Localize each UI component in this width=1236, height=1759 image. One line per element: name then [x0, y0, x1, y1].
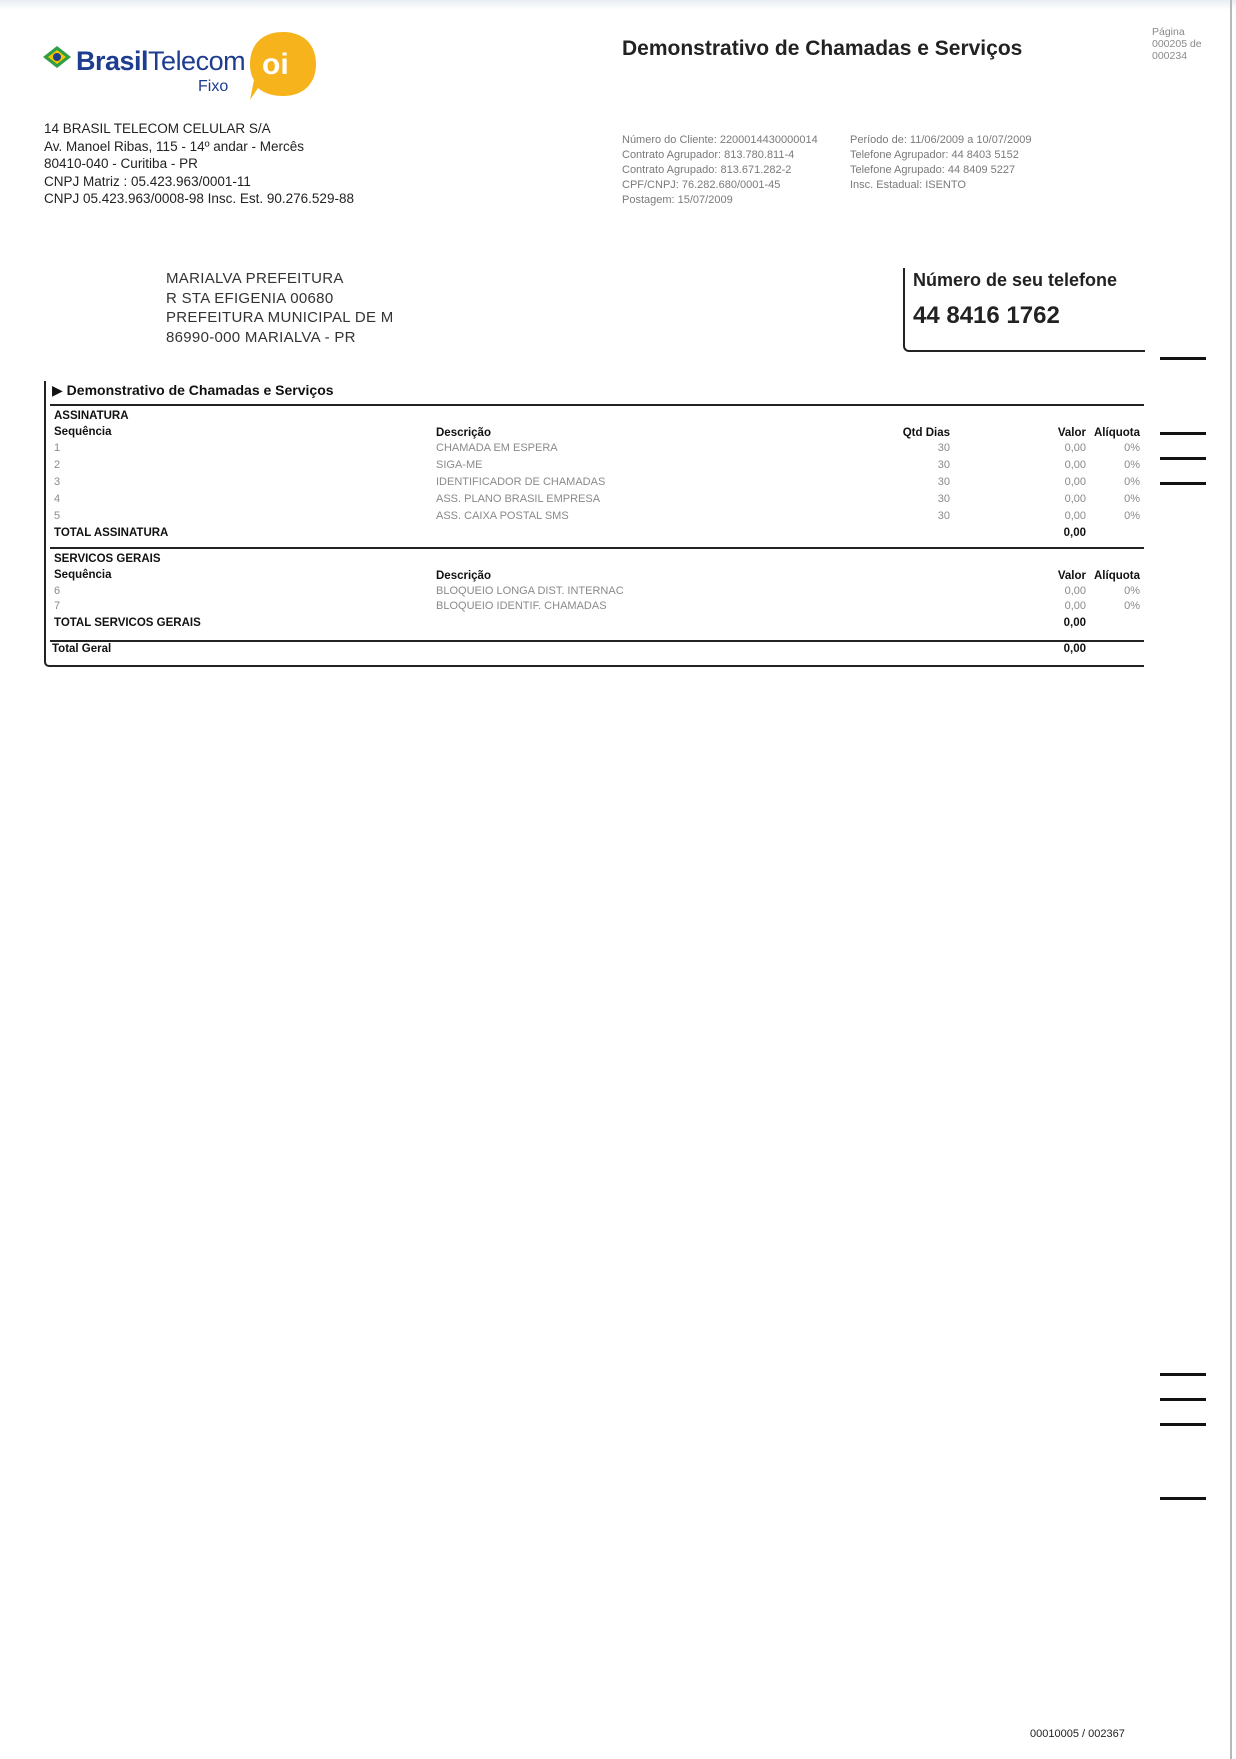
- client-info-right: [850, 133, 1031, 193]
- total-assinatura-row: [46, 527, 1144, 543]
- table-row: [46, 459, 1144, 475]
- cell-valor: 0,00: [1064, 493, 1086, 505]
- client-info-line: Insc. Estadual: ISENTO: [850, 179, 966, 191]
- divider: [50, 404, 1144, 406]
- servicos-section-label: SERVICOS GERAIS: [54, 553, 161, 565]
- recipient-line: MARIALVA PREFEITURA: [166, 270, 344, 287]
- company-line: 14 BRASIL TELECOM CELULAR S/A: [44, 121, 271, 136]
- recipient-line: PREFEITURA MUNICIPAL DE M: [166, 309, 394, 326]
- brasil-telecom-icon: [40, 44, 74, 70]
- company-line: CNPJ Matriz : 05.423.963/0001-11: [44, 173, 251, 189]
- cell-seq: 5: [54, 510, 61, 522]
- col-header-seq: Sequência: [54, 569, 112, 581]
- statement-section: [44, 381, 1144, 667]
- table-row: [46, 442, 1144, 458]
- cell-valor: 0,00: [1064, 600, 1086, 612]
- margin-mark: [1160, 482, 1206, 485]
- phone-number-box: [903, 268, 1145, 352]
- cell-desc: SIGA-ME: [436, 459, 483, 471]
- client-info-line: Telefone Agrupado: 44 8409 5227: [850, 164, 1016, 176]
- grand-total-row: [46, 643, 1144, 659]
- margin-mark: [1160, 1423, 1206, 1426]
- cell-seq: 3: [54, 476, 61, 488]
- col-header-aliquota: Alíquota: [1094, 427, 1140, 439]
- col-header-valor: Valor: [1057, 427, 1086, 439]
- right-edge: [1230, 0, 1232, 1759]
- cell-valor: 0,00: [1064, 476, 1086, 488]
- table-row: [46, 585, 1144, 601]
- cell-qtd: 30: [937, 442, 950, 454]
- client-info-line: Período de: 11/06/2009 a 10/07/2009: [850, 134, 1032, 146]
- footer-code: 00010005 / 002367: [1030, 1728, 1125, 1740]
- client-info-line: Contrato Agrupado: 813.671.282-2: [622, 164, 792, 176]
- cell-desc: BLOQUEIO IDENTIF. CHAMADAS: [436, 600, 607, 612]
- col-header-seq: Sequência: [54, 426, 112, 438]
- total-assinatura-label: TOTAL ASSINATURA: [54, 527, 169, 539]
- cell-desc: CHAMADA EM ESPERA: [436, 442, 558, 454]
- cell-desc: ASS. PLANO BRASIL EMPRESA: [436, 493, 601, 505]
- phone-label: Número de seu telefone: [913, 270, 1118, 290]
- total-assinatura-value: 0,00: [1063, 527, 1086, 539]
- table-row: [46, 493, 1144, 509]
- col-header-valor: Valor: [1057, 570, 1086, 582]
- assinatura-section-label: ASSINATURA: [54, 410, 129, 422]
- table-row: [46, 476, 1144, 492]
- pagina-label: Página: [1152, 26, 1185, 38]
- cell-seq: 6: [54, 585, 61, 597]
- margin-mark: [1160, 1373, 1206, 1376]
- cell-qtd: 30: [937, 459, 950, 471]
- cell-seq: 2: [54, 459, 61, 471]
- brasil-telecom-logo: [40, 30, 330, 105]
- client-info-line: CPF/CNPJ: 76.282.680/0001-45: [622, 179, 781, 191]
- statement-title-text: Demonstrativo de Chamadas e Serviços: [66, 382, 334, 398]
- total-servicos-label: TOTAL SERVICOS GERAIS: [54, 617, 201, 629]
- cell-aliquota: 0%: [1124, 442, 1140, 454]
- cell-seq: 4: [54, 493, 61, 505]
- cell-valor: 0,00: [1064, 459, 1086, 471]
- cell-valor: 0,00: [1064, 442, 1086, 454]
- cell-aliquota: 0%: [1124, 493, 1140, 505]
- pagina-total: 000234: [1152, 50, 1188, 62]
- col-header-aliquota: Alíquota: [1094, 570, 1140, 582]
- company-line: Av. Manoel Ribas, 115 - 14º andar - Mercês: [44, 138, 305, 154]
- cell-qtd: 30: [937, 510, 950, 522]
- company-line: 80410-040 - Curitiba - PR: [44, 156, 198, 171]
- cell-aliquota: 0%: [1124, 585, 1140, 597]
- cell-qtd: 30: [937, 493, 950, 505]
- recipient-line: 86990-000 MARIALVA - PR: [166, 328, 356, 346]
- page-indicator: [1152, 26, 1202, 62]
- phone-number: 44 8416 1762: [913, 302, 1060, 329]
- cell-aliquota: 0%: [1124, 600, 1140, 612]
- table-row: [46, 600, 1144, 616]
- grand-total-value: 0,00: [1063, 643, 1086, 655]
- company-address: [44, 120, 354, 208]
- total-servicos-value: 0,00: [1063, 617, 1086, 629]
- divider: [50, 547, 1144, 549]
- cell-qtd: 30: [937, 476, 950, 488]
- cell-desc: ASS. CAIXA POSTAL SMS: [436, 510, 569, 522]
- col-header-qtd: Qtd Dias: [902, 427, 950, 439]
- cell-aliquota: 0%: [1124, 510, 1140, 522]
- cell-aliquota: 0%: [1124, 476, 1140, 488]
- client-info-line: Número do Cliente: 2200014430000014: [622, 134, 818, 146]
- cell-desc: IDENTIFICADOR DE CHAMADAS: [436, 476, 606, 488]
- client-info-left: [622, 133, 818, 208]
- client-info-line: Postagem: 15/07/2009: [622, 194, 733, 206]
- client-info-line: Telefone Agrupador: 44 8403 5152: [850, 149, 1019, 161]
- cell-desc: BLOQUEIO LONGA DIST. INTERNAC: [436, 585, 624, 597]
- col-header-desc: Descrição: [436, 570, 491, 582]
- margin-mark: [1160, 357, 1206, 360]
- margin-mark: [1160, 1497, 1206, 1500]
- recipient-line: R STA EFIGENIA 00680: [166, 289, 334, 307]
- margin-mark: [1160, 432, 1206, 435]
- top-edge: [0, 0, 1236, 10]
- divider: [50, 640, 1144, 642]
- client-info-line: Contrato Agrupador: 813.780.811-4: [622, 149, 795, 161]
- brand-sub: Fixo: [198, 78, 229, 95]
- margin-mark: [1160, 1398, 1206, 1401]
- total-servicos-row: [46, 617, 1144, 633]
- company-line: CNPJ 05.423.963/0008-98 Insc. Est. 90.276.529-88: [44, 191, 354, 206]
- cell-seq: 1: [54, 442, 61, 454]
- triangle-right-icon: ▶: [52, 382, 63, 398]
- cell-seq: 7: [54, 600, 61, 612]
- pagina-value: 000205 de: [1152, 38, 1202, 50]
- brand-name: BrasilTelecom: [76, 46, 246, 76]
- col-header-desc: Descrição: [436, 427, 491, 439]
- cell-valor: 0,00: [1064, 510, 1086, 522]
- cell-aliquota: 0%: [1124, 459, 1140, 471]
- margin-mark: [1160, 457, 1206, 460]
- document-title: Demonstrativo de Chamadas e Serviços: [622, 37, 1023, 60]
- oi-text: oi: [262, 48, 289, 81]
- table-row: [46, 510, 1144, 526]
- recipient-address: [166, 269, 394, 347]
- statement-title: [52, 382, 334, 399]
- cell-valor: 0,00: [1064, 585, 1086, 597]
- grand-total-label: Total Geral: [52, 643, 112, 655]
